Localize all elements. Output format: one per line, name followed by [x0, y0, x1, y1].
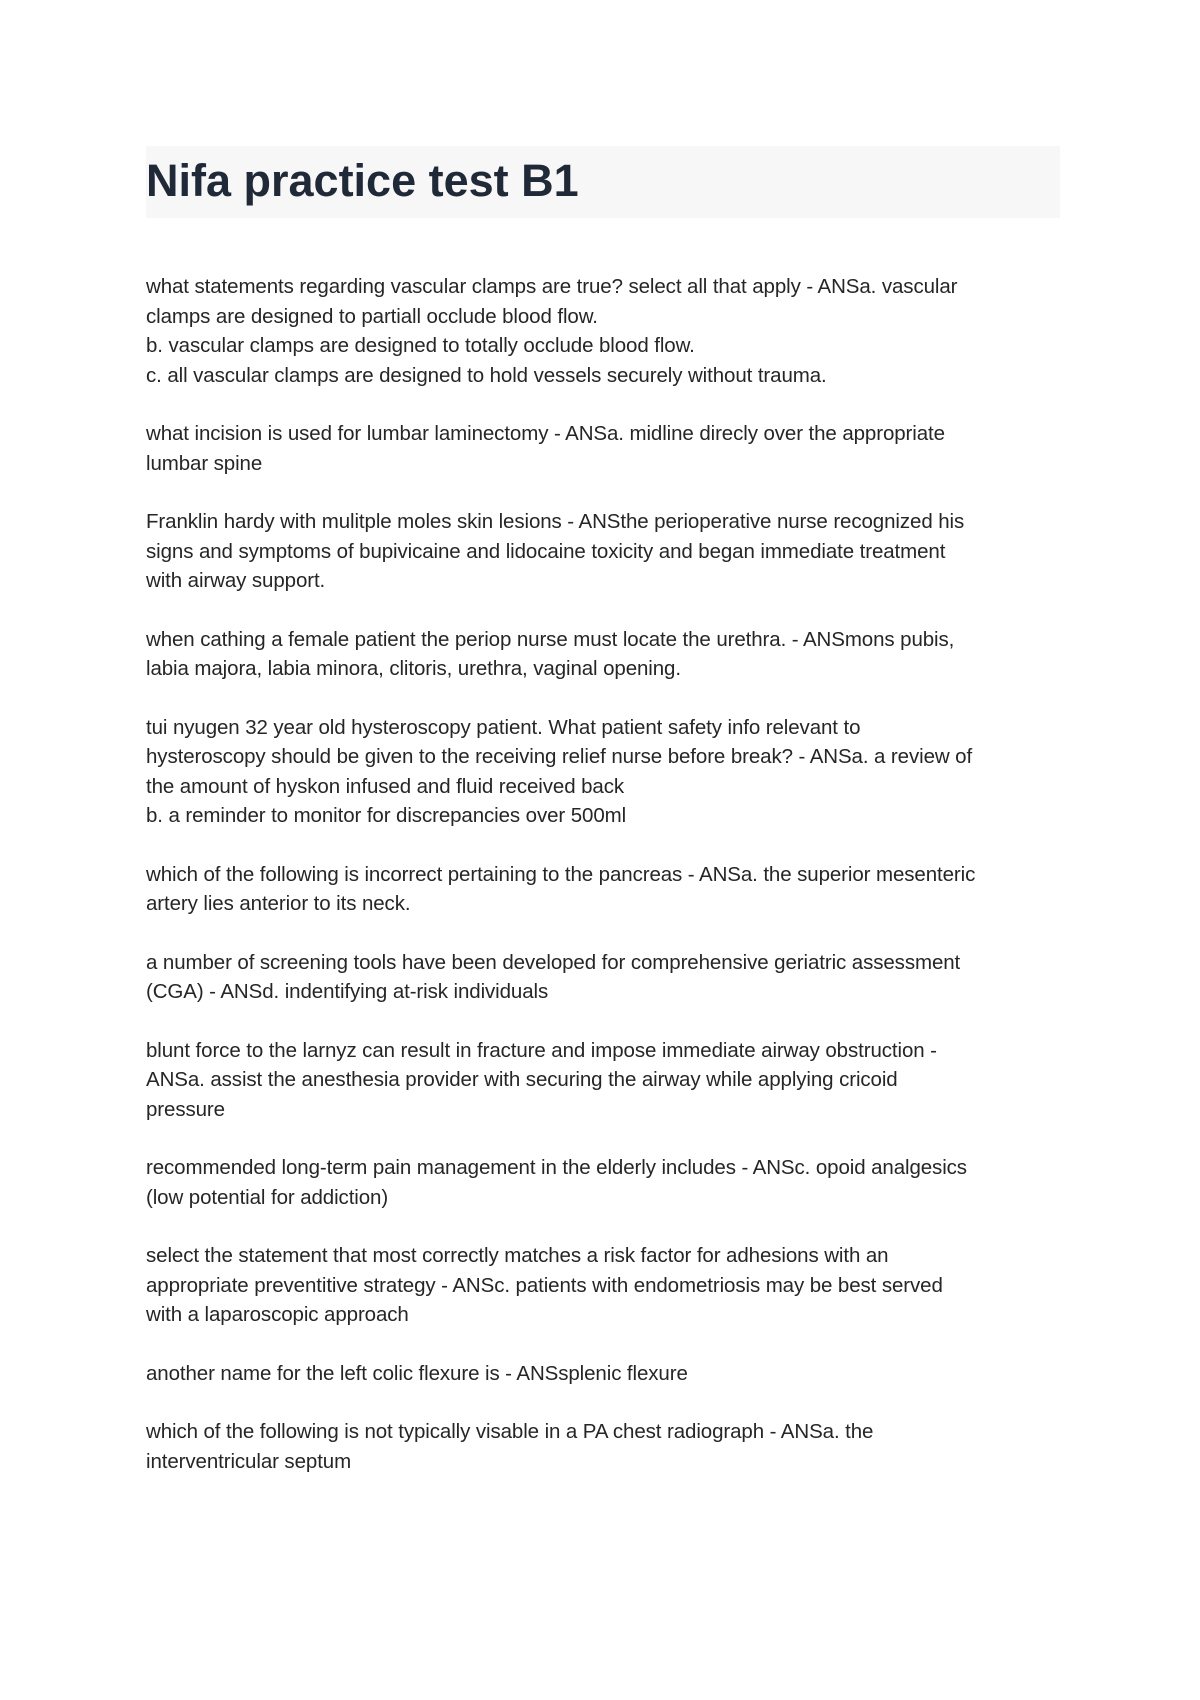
qa-line: pressure	[146, 1097, 225, 1121]
qa-line: signs and symptoms of bupivicaine and lidocaine toxicity and began immediate treatment	[146, 539, 946, 563]
qa-item	[146, 860, 1060, 919]
document-page	[146, 146, 1060, 1505]
qa-item	[146, 625, 1060, 684]
qa-line: ANSa. assist the anesthesia provider with securing the airway while applying cricoid	[146, 1068, 898, 1091]
qa-line: the amount of hyskon infused and fluid received back	[146, 774, 624, 798]
qa-line: with a laparoscopic approach	[146, 1303, 409, 1326]
qa-item	[146, 1036, 1060, 1125]
qa-item	[146, 948, 1060, 1007]
qa-item	[146, 1241, 1060, 1330]
qa-line: tui nyugen 32 year old hysteroscopy patient. What patient safety info relevant to	[146, 715, 861, 739]
qa-line: hysteroscopy should be given to the receiving relief nurse before break? - ANSa. a review of	[146, 745, 973, 768]
qa-item	[146, 507, 1060, 596]
qa-line: artery lies anterior to its neck.	[146, 892, 411, 915]
qa-line: Franklin hardy with mulitple moles skin lesions - ANSthe perioperative nurse recognized his	[146, 510, 965, 533]
qa-line: which of the following is incorrect pertaining to the pancreas - ANSa. the superior mesenteric	[146, 862, 976, 886]
qa-line: with airway support.	[146, 569, 326, 592]
page-title: Nifa practice test B1	[146, 155, 579, 206]
qa-line: a number of screening tools have been developed for comprehensive geriatric assessment	[146, 950, 961, 974]
qa-line: c. all vascular clamps are designed to hold vessels securely without trauma.	[146, 363, 827, 387]
qa-line: what statements regarding vascular clamps are true? select all that apply - ANSa. vascular	[146, 275, 958, 298]
qa-item	[146, 1153, 1060, 1212]
qa-item	[146, 272, 1060, 390]
qa-line: select the statement that most correctly matches a risk factor for adhesions with an	[146, 1244, 889, 1267]
qa-item	[146, 1359, 1060, 1389]
qa-line: b. a reminder to monitor for discrepancies over 500ml	[146, 804, 627, 827]
qa-line: which of the following is not typically visable in a PA chest radiograph - ANSa. the	[146, 1420, 874, 1443]
qa-line: recommended long-term pain management in the elderly includes - ANSc. opoid analgesics	[146, 1156, 967, 1179]
qa-line: when cathing a female patient the periop nurse must locate the urethra. - ANSmons pubis,	[146, 627, 955, 651]
qa-line: (CGA) - ANSd. indentifying at-risk individuals	[146, 980, 549, 1003]
title-banner	[146, 146, 1060, 218]
qa-item	[146, 713, 1060, 831]
qa-item	[146, 419, 1060, 478]
qa-line: (low potential for addiction)	[146, 1185, 389, 1209]
qa-line: clamps are designed to partiall occlude blood flow.	[146, 304, 598, 328]
qa-item	[146, 1417, 1060, 1476]
qa-line: what incision is used for lumbar laminectomy - ANSa. midline direcly over the appropriate	[146, 422, 945, 445]
qa-line: labia majora, labia minora, clitoris, urethra, vaginal opening.	[146, 657, 681, 680]
qa-line: lumbar spine	[146, 451, 263, 475]
qa-line: another name for the left colic flexure is - ANSsplenic flexure	[146, 1361, 688, 1385]
qa-line: blunt force to the larnyz can result in fracture and impose immediate airway obstruction -	[146, 1038, 937, 1062]
qa-line: appropriate preventitive strategy - ANSc. patients with endometriosis may be best served	[146, 1273, 943, 1297]
qa-line: b. vascular clamps are designed to totally occlude blood flow.	[146, 334, 695, 357]
qa-line: interventricular septum	[146, 1449, 352, 1473]
